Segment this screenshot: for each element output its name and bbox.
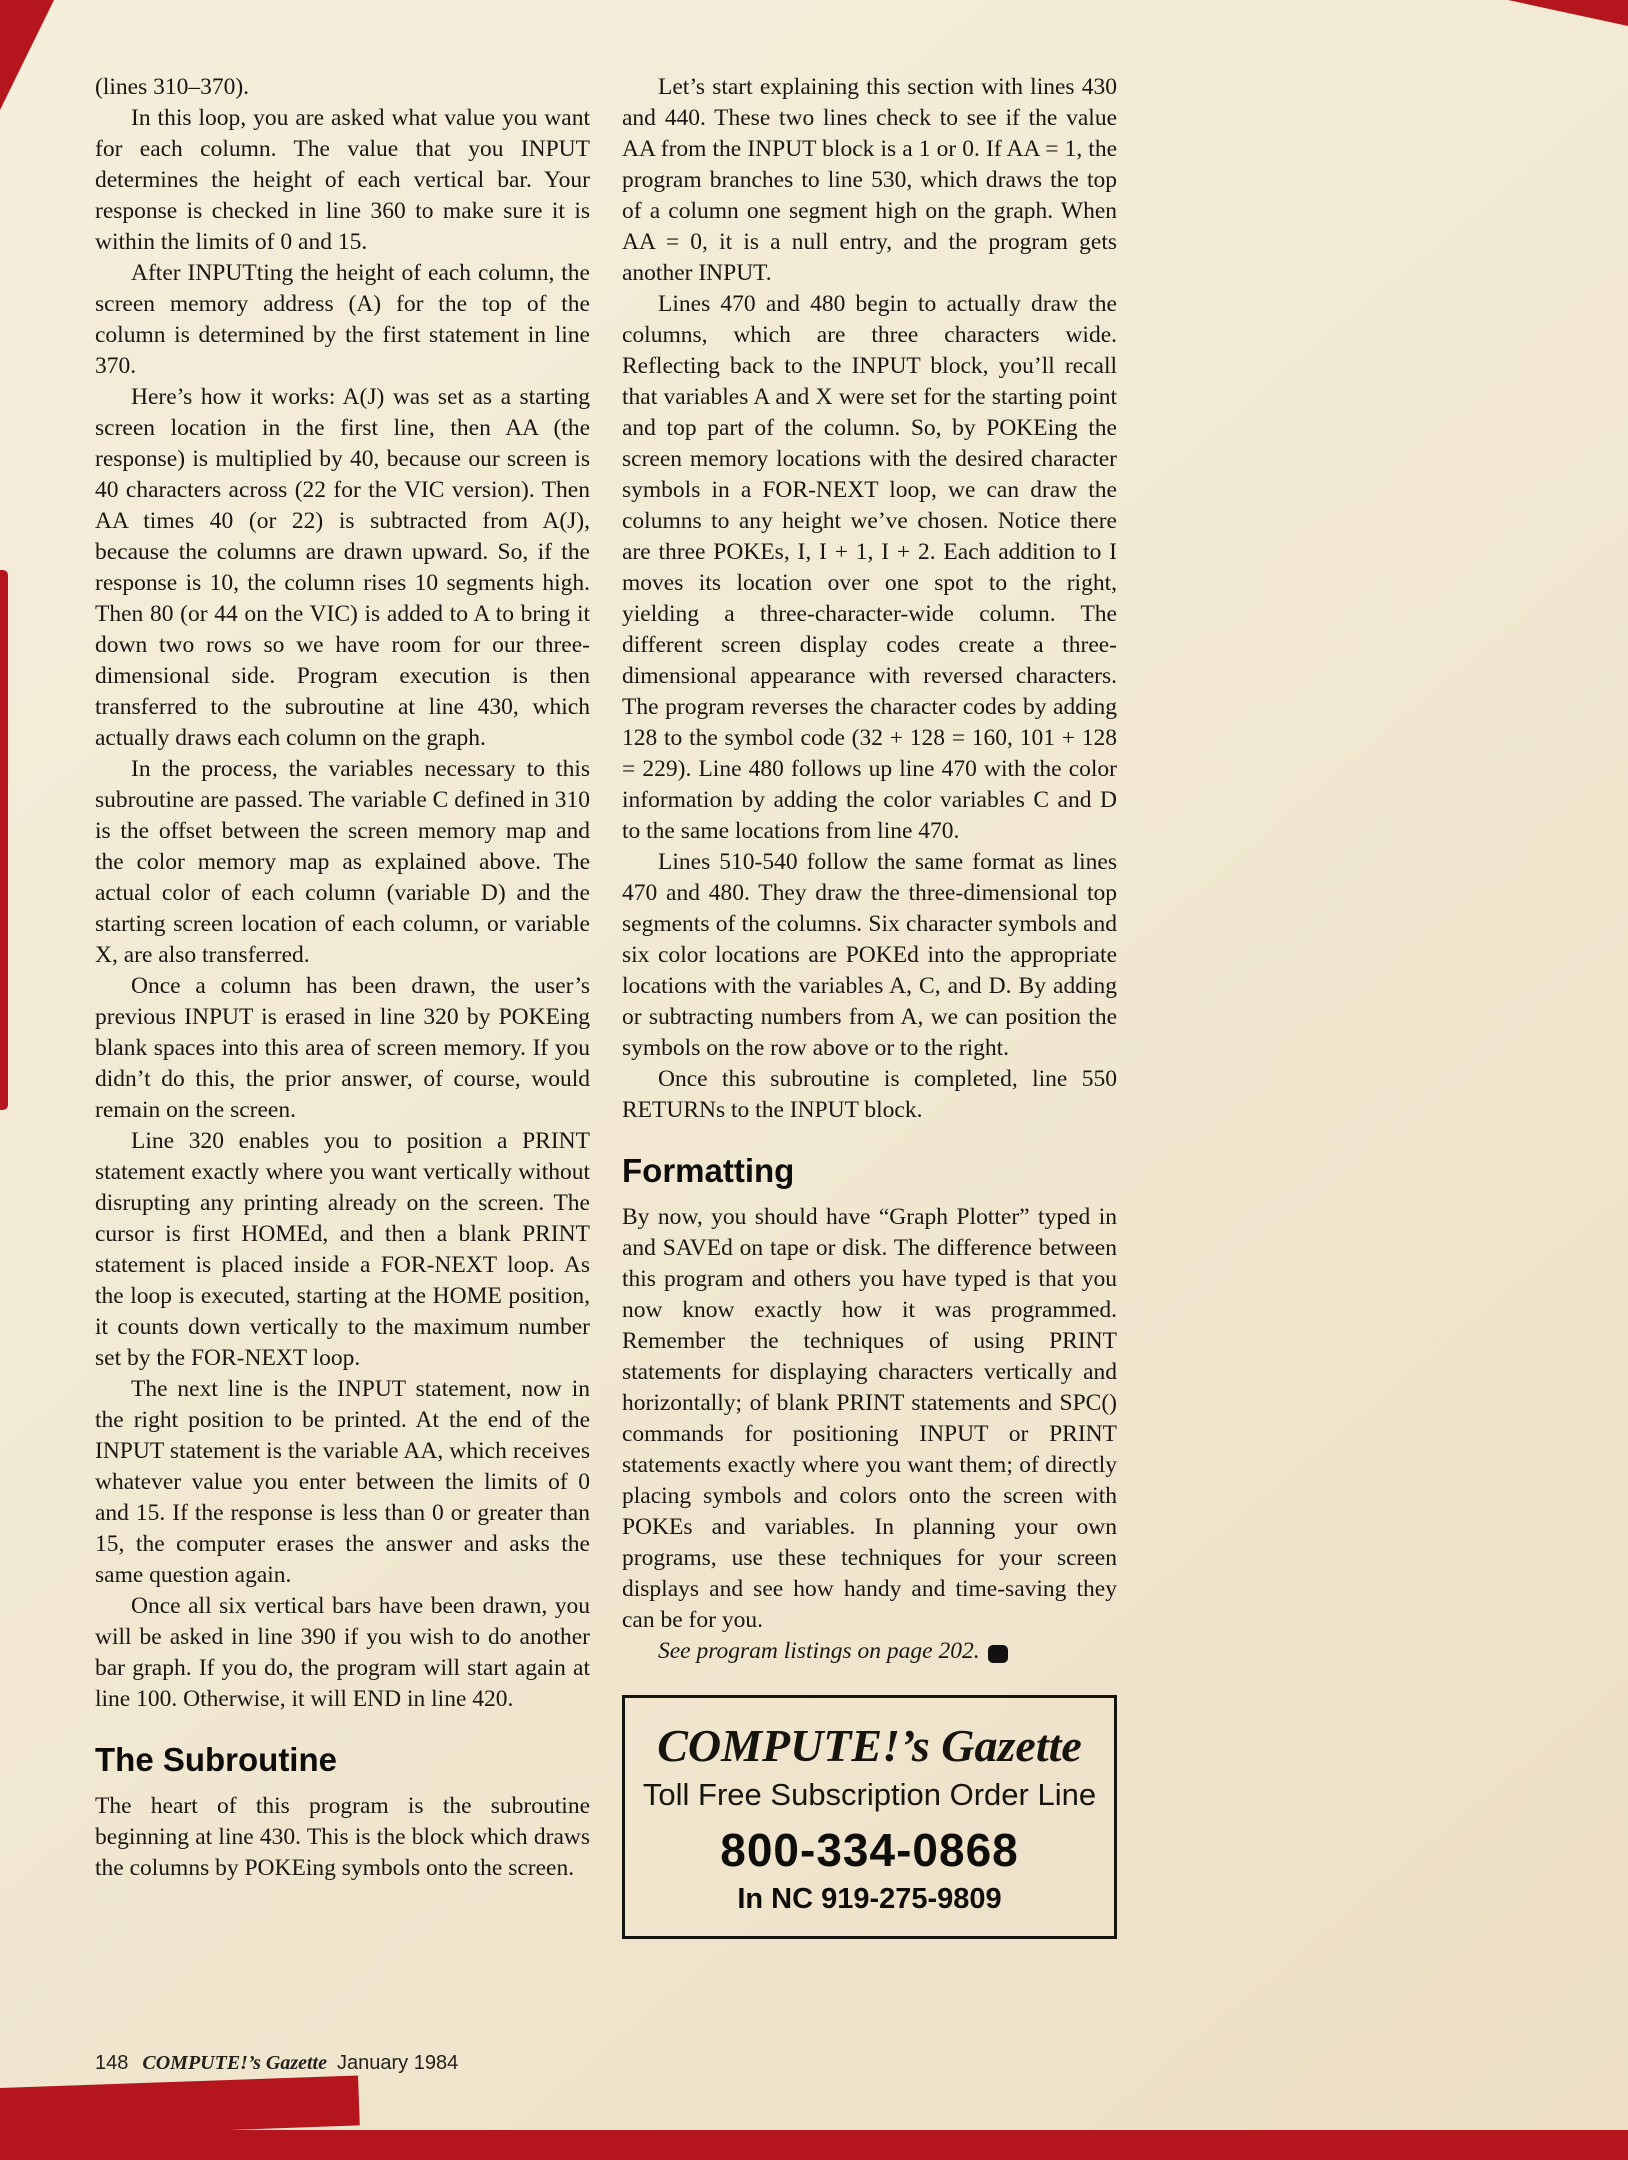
body-paragraph: Once this subroutine is completed, line 550 RETURNs to the INPUT block.: [622, 1066, 1117, 1123]
gazette-bug-icon: G: [988, 1645, 1008, 1663]
body-paragraph: In this loop, you are asked what value you want for each column. The value that you INPUT determines the height of each vertical bar. Your response is checked in line 360 to make sure it is within the limits of 0 and 15.: [95, 105, 590, 255]
ad-magazine-title: COMPUTE!’s Gazette: [657, 1720, 1082, 1771]
body-paragraph: In the process, the variables necessary to this subroutine are passed. The variable C defined in 310 is the offset between the screen memory map and the color memory map as explained above. The actual color of each column (variable D) and the starting screen location of each column, or variable X, are also transferred.: [95, 756, 590, 968]
listings-note: [622, 1636, 1117, 1667]
subscription-ad-box: [622, 1695, 1117, 1939]
article-content: [95, 72, 1117, 1939]
body-paragraph: The heart of this program is the subroutine beginning at line 430. This is the block which draws the columns by POKEing symbols onto the screen.: [95, 1793, 590, 1881]
body-paragraph: After INPUTting the height of each column, the screen memory address (A) for the top of the column is determined by the first statement in line 370.: [95, 260, 590, 379]
body-paragraph: (lines 310–370).: [95, 74, 250, 100]
left-column: [95, 72, 590, 1939]
footer-magazine-name: COMPUTE!’s Gazette: [142, 2052, 327, 2074]
ad-nc-phone-number: In NC 919-275-9809: [737, 1883, 1002, 1915]
body-paragraph: Let’s start explaining this section with lines 430 and 440. These two lines check to see if the value AA from the INPUT block is a 1 or 0. If AA = 1, the program branches to line 530, which draws the top of a column one segment high on the graph. When AA = 0, it is a null entry, and the program gets another INPUT.: [622, 74, 1117, 286]
scan-edge-artifact: [0, 570, 8, 1110]
heading-the-subroutine: The Subroutine: [95, 1741, 337, 1778]
body-paragraph: Here’s how it works: A(J) was set as a starting screen location in the first line, then AA (the response) is multiplied by 40, because our screen is 40 characters across (22 for the VIC version). Then AA times 40 (or 22) is subtracted from A(J), because the columns are drawn upward. So, if the response is 10, the column rises 10 segments high. Then 80 (or 44 on the VIC) is added to A to bring it down two rows so we have room for our three-dimensional side. Program execution is then transferred to the subroutine at line 430, which actually draws each column on the graph.: [95, 384, 590, 751]
body-paragraph: By now, you should have “Graph Plotter” typed in and SAVEd on tape or disk. The difference between this program and others you have typed is that you now know exactly how it was programmed. Remember the techniques of using PRINT statements for displaying characters vertically and horizontally; of blank PRINT statements and SPC() commands for positioning INPUT or PRINT statements exactly where you want them; of directly placing symbols and colors onto the screen with POKEs and variables. In planning your own programs, use these techniques for your screen displays and see how handy and time-saving they can be for you.: [622, 1204, 1117, 1633]
ad-phone-number: 800-334-0868: [720, 1824, 1019, 1876]
ad-subscription-line-label: Toll Free Subscription Order Line: [642, 1777, 1097, 1812]
body-paragraph: Lines 510-540 follow the same format as lines 470 and 480. They draw the three-dimensional top segments of the columns. Six character symbols and six color locations are POKEd into the appropriate locations with the variables A, C, and D. By adding or subtracting numbers from A, we can position the symbols on the row above or to the right.: [622, 849, 1117, 1061]
two-column-layout: [95, 72, 1117, 1939]
listings-note-text: See program listings on page 202.: [658, 1638, 980, 1664]
body-paragraph: Line 320 enables you to position a PRINT statement exactly where you want vertically without disrupting any printing already on the screen. The cursor is first HOMEd, and then a blank PRINT statement is placed inside a FOR-NEXT loop. As the loop is executed, starting at the HOME position, it counts down vertically to the maximum number set by the FOR-NEXT loop.: [95, 1128, 590, 1371]
right-column: [622, 72, 1117, 1939]
body-paragraph: Once a column has been drawn, the user’s previous INPUT is erased in line 320 by POKEing blank spaces into this area of screen memory. If you didn’t do this, the prior answer, of course, would remain on the screen.: [95, 973, 590, 1123]
footer-issue-date: January 1984: [337, 2052, 459, 2074]
page-footer: [95, 2052, 458, 2075]
body-paragraph: Lines 470 and 480 begin to actually draw the columns, which are three characters wide. Reflecting back to the INPUT block, you’ll recall that variables A and X were set for the starting point and top part of the column. So, by POKEing the screen memory locations with the desired character symbols in a FOR-NEXT loop, we can draw the columns to any height we’ve chosen. Notice there are three POKEs, I, I + 1, I + 2. Each addition to I moves its location over one spot to the right, yielding a three-character-wide column. The different screen display codes create a three-dimensional appearance with reversed characters. The program reverses the character codes by adding 128 to the symbol code (32 + 128 = 160, 101 + 128 = 229). Line 480 follows up line 470 with the color information by adding the color variables C and D to the same locations from line 470.: [622, 291, 1117, 844]
body-paragraph: The next line is the INPUT statement, now in the right position to be printed. At the end of the INPUT statement is the variable AA, which receives whatever value you enter between the limits of 0 and 15. If the response is less than 0 or greater than 15, the computer erases the answer and asks the same question again.: [95, 1376, 590, 1588]
heading-formatting: Formatting: [622, 1152, 795, 1189]
page-number: 148: [95, 2052, 129, 2074]
body-paragraph: Once all six vertical bars have been drawn, you will be asked in line 390 if you wish to do another bar graph. If you do, the program will start again at line 100. Otherwise, it will END in line 420.: [95, 1593, 590, 1712]
